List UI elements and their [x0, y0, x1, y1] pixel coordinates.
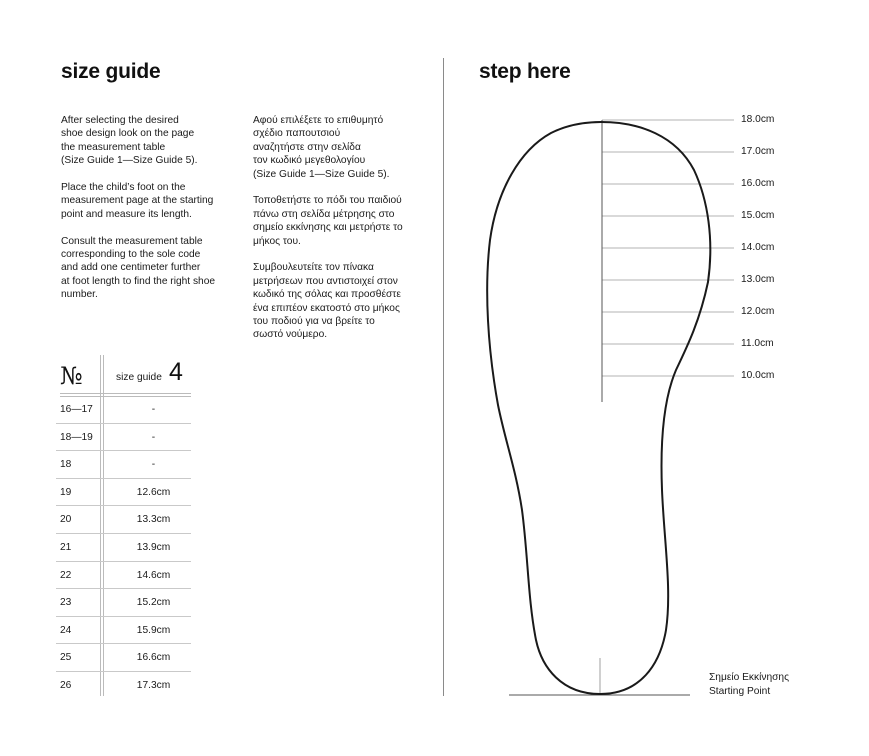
- greek-paragraph-3: Συμβουλευτείτε τον πίνακα μετρήσεων που αντιστοιχεί στον κωδικό της σόλας και προσθέστε ένα επιπέον εκατοστό στο μήκος του ποδιού για να βρείτε το σωστό νούμερο.: [253, 262, 401, 341]
- scale-label: 18.0cm: [741, 114, 775, 125]
- size-guide-label: size guide: [116, 372, 162, 383]
- table-row: [56, 672, 191, 700]
- table-row: [56, 534, 191, 562]
- size-guide-title: size guide: [61, 60, 161, 83]
- length-cell: 15.9cm: [136, 624, 171, 636]
- table-body: [56, 396, 191, 700]
- scale-label: 13.0cm: [741, 274, 775, 285]
- scale-ticks: [602, 120, 734, 376]
- size-cell: 20: [60, 514, 72, 526]
- starting-point-english: Starting Point: [709, 686, 771, 697]
- length-cell: -: [151, 431, 156, 443]
- step-here-title: step here: [479, 60, 571, 83]
- table-row: [56, 451, 191, 479]
- table-row: [56, 506, 191, 534]
- size-cell: 19: [60, 486, 72, 498]
- scale-label: 11.0cm: [741, 338, 774, 349]
- length-cell: 15.2cm: [136, 597, 171, 609]
- size-cell: 18—19: [60, 431, 93, 443]
- scale-label: 17.0cm: [741, 146, 775, 157]
- table-row: [56, 589, 191, 617]
- english-paragraph-2: Place the child’s foot on the measurement page at the starting point and measure its length.: [61, 182, 214, 220]
- size-cell: 23: [60, 597, 72, 609]
- size-cell: 25: [60, 652, 72, 664]
- size-cell: 18: [60, 459, 72, 471]
- length-cell: 16.6cm: [136, 652, 171, 664]
- length-cell: 13.9cm: [136, 541, 171, 553]
- scale-label: 16.0cm: [741, 178, 775, 189]
- column-divider: [443, 58, 444, 696]
- table-row: [56, 562, 191, 590]
- length-cell: -: [151, 404, 156, 415]
- table-row: [56, 617, 191, 645]
- length-cell: 12.6cm: [136, 486, 171, 498]
- scale-label: 12.0cm: [741, 306, 775, 317]
- size-guide-number: 4: [169, 358, 183, 386]
- scale-label: 15.0cm: [741, 210, 775, 221]
- number-symbol: №: [60, 362, 83, 390]
- table-row: [56, 424, 191, 452]
- length-cell: 13.3cm: [136, 514, 171, 526]
- foot-outline-diagram: [480, 100, 740, 700]
- starting-point-greek: Σημείο Εκκίνησης: [709, 672, 790, 683]
- size-cell: 16—17: [60, 404, 93, 415]
- size-cell: 21: [60, 541, 72, 553]
- size-cell: 22: [60, 569, 72, 581]
- length-cell: 14.6cm: [136, 569, 171, 581]
- table-header: [56, 355, 191, 395]
- scale-label: 10.0cm: [741, 370, 775, 381]
- size-cell: 26: [60, 679, 72, 691]
- english-paragraph-3: Consult the measurement table corresponding to the sole code and add one centimeter further at foot length to find the right shoe number.: [61, 235, 216, 301]
- table-row: [56, 644, 191, 672]
- length-cell: -: [151, 459, 156, 471]
- header-rule: [60, 393, 191, 394]
- length-cell: 17.3cm: [136, 679, 171, 691]
- scale-label: 14.0cm: [741, 242, 775, 253]
- greek-paragraph-1: Αφού επιλέξετε το επιθυμητό σχέδιο παπουτσιού αναζητήστε στην σελίδα τον κωδικό μεγεθολογίου (Size Guide 1—Size Guide 5).: [253, 115, 390, 180]
- table-row: [56, 396, 191, 424]
- size-cell: 24: [60, 624, 72, 636]
- foot-outline: [487, 122, 710, 694]
- english-paragraph-1: After selecting the desired shoe design look on the page the measurement table (Size Guide 1—Size Guide 5).: [61, 115, 198, 167]
- english-instructions: [61, 114, 246, 315]
- table-row: [56, 479, 191, 507]
- greek-instructions: [253, 114, 433, 355]
- greek-paragraph-2: Τοποθετήστε το πόδι του παιδιού πάνω στη σελίδα μέτρησης στο σημείο εκκίνησης και μετρήστε το μήκος του.: [253, 195, 403, 247]
